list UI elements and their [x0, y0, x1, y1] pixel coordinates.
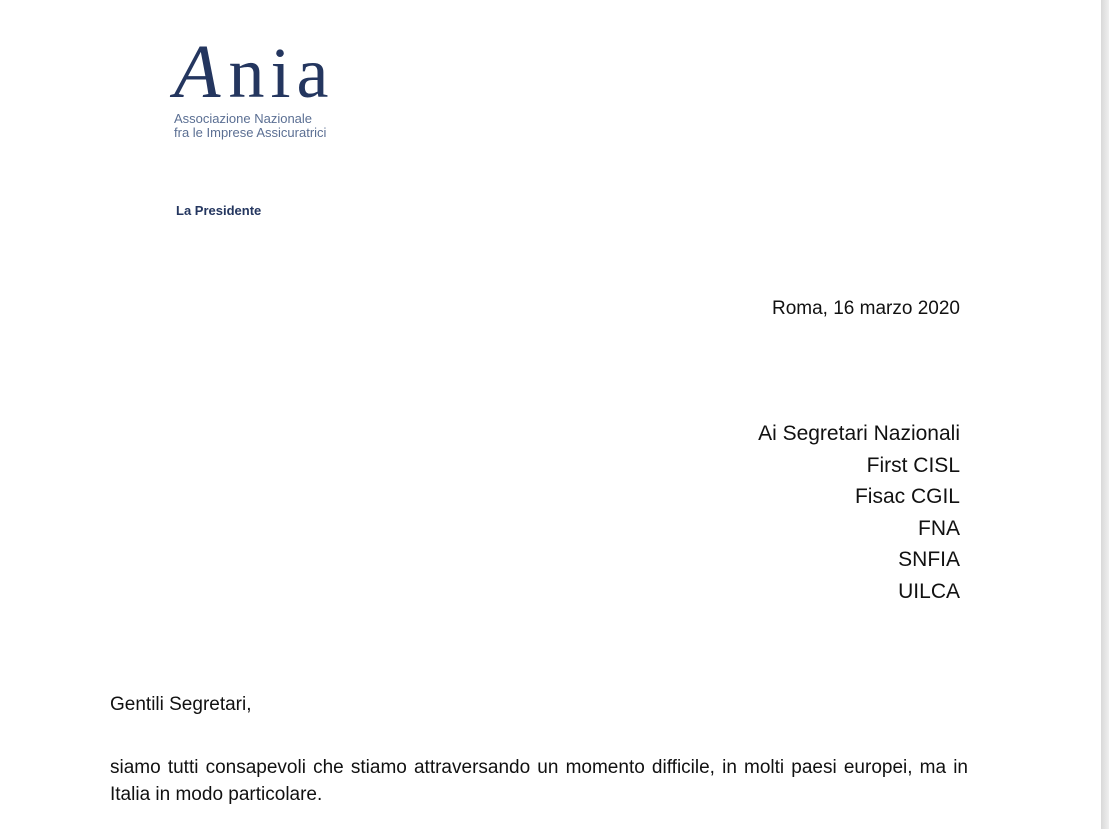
logo-subtitle-line2: fra le Imprese Assicuratrici [174, 125, 327, 140]
logo-wordmark: Ania [174, 30, 335, 114]
recipient-line: SNFIA [898, 548, 960, 571]
signer-title: La Presidente [176, 203, 262, 218]
recipient-line: First CISL [866, 453, 960, 477]
body-paragraph: siamo tutti consapevoli che stiamo attraversando un momento difficile, in molti paesi europei, ma in Italia in modo particolare. [110, 757, 968, 805]
recipient-line: Fisac CGIL [854, 485, 960, 508]
letter-date: Roma, 16 marzo 2020 [772, 298, 960, 319]
logo-subtitle-line1: Associazione Nazionale [174, 111, 313, 126]
ania-logo [174, 30, 374, 140]
page-edge-shadow [1101, 0, 1109, 829]
recipient-line: UILCA [898, 579, 960, 603]
salutation: Gentili Segretari, [110, 694, 252, 715]
recipient-line: Ai Segretari Nazionali [758, 422, 960, 445]
recipients-block [758, 418, 960, 607]
recipient-line: FNA [918, 516, 960, 540]
